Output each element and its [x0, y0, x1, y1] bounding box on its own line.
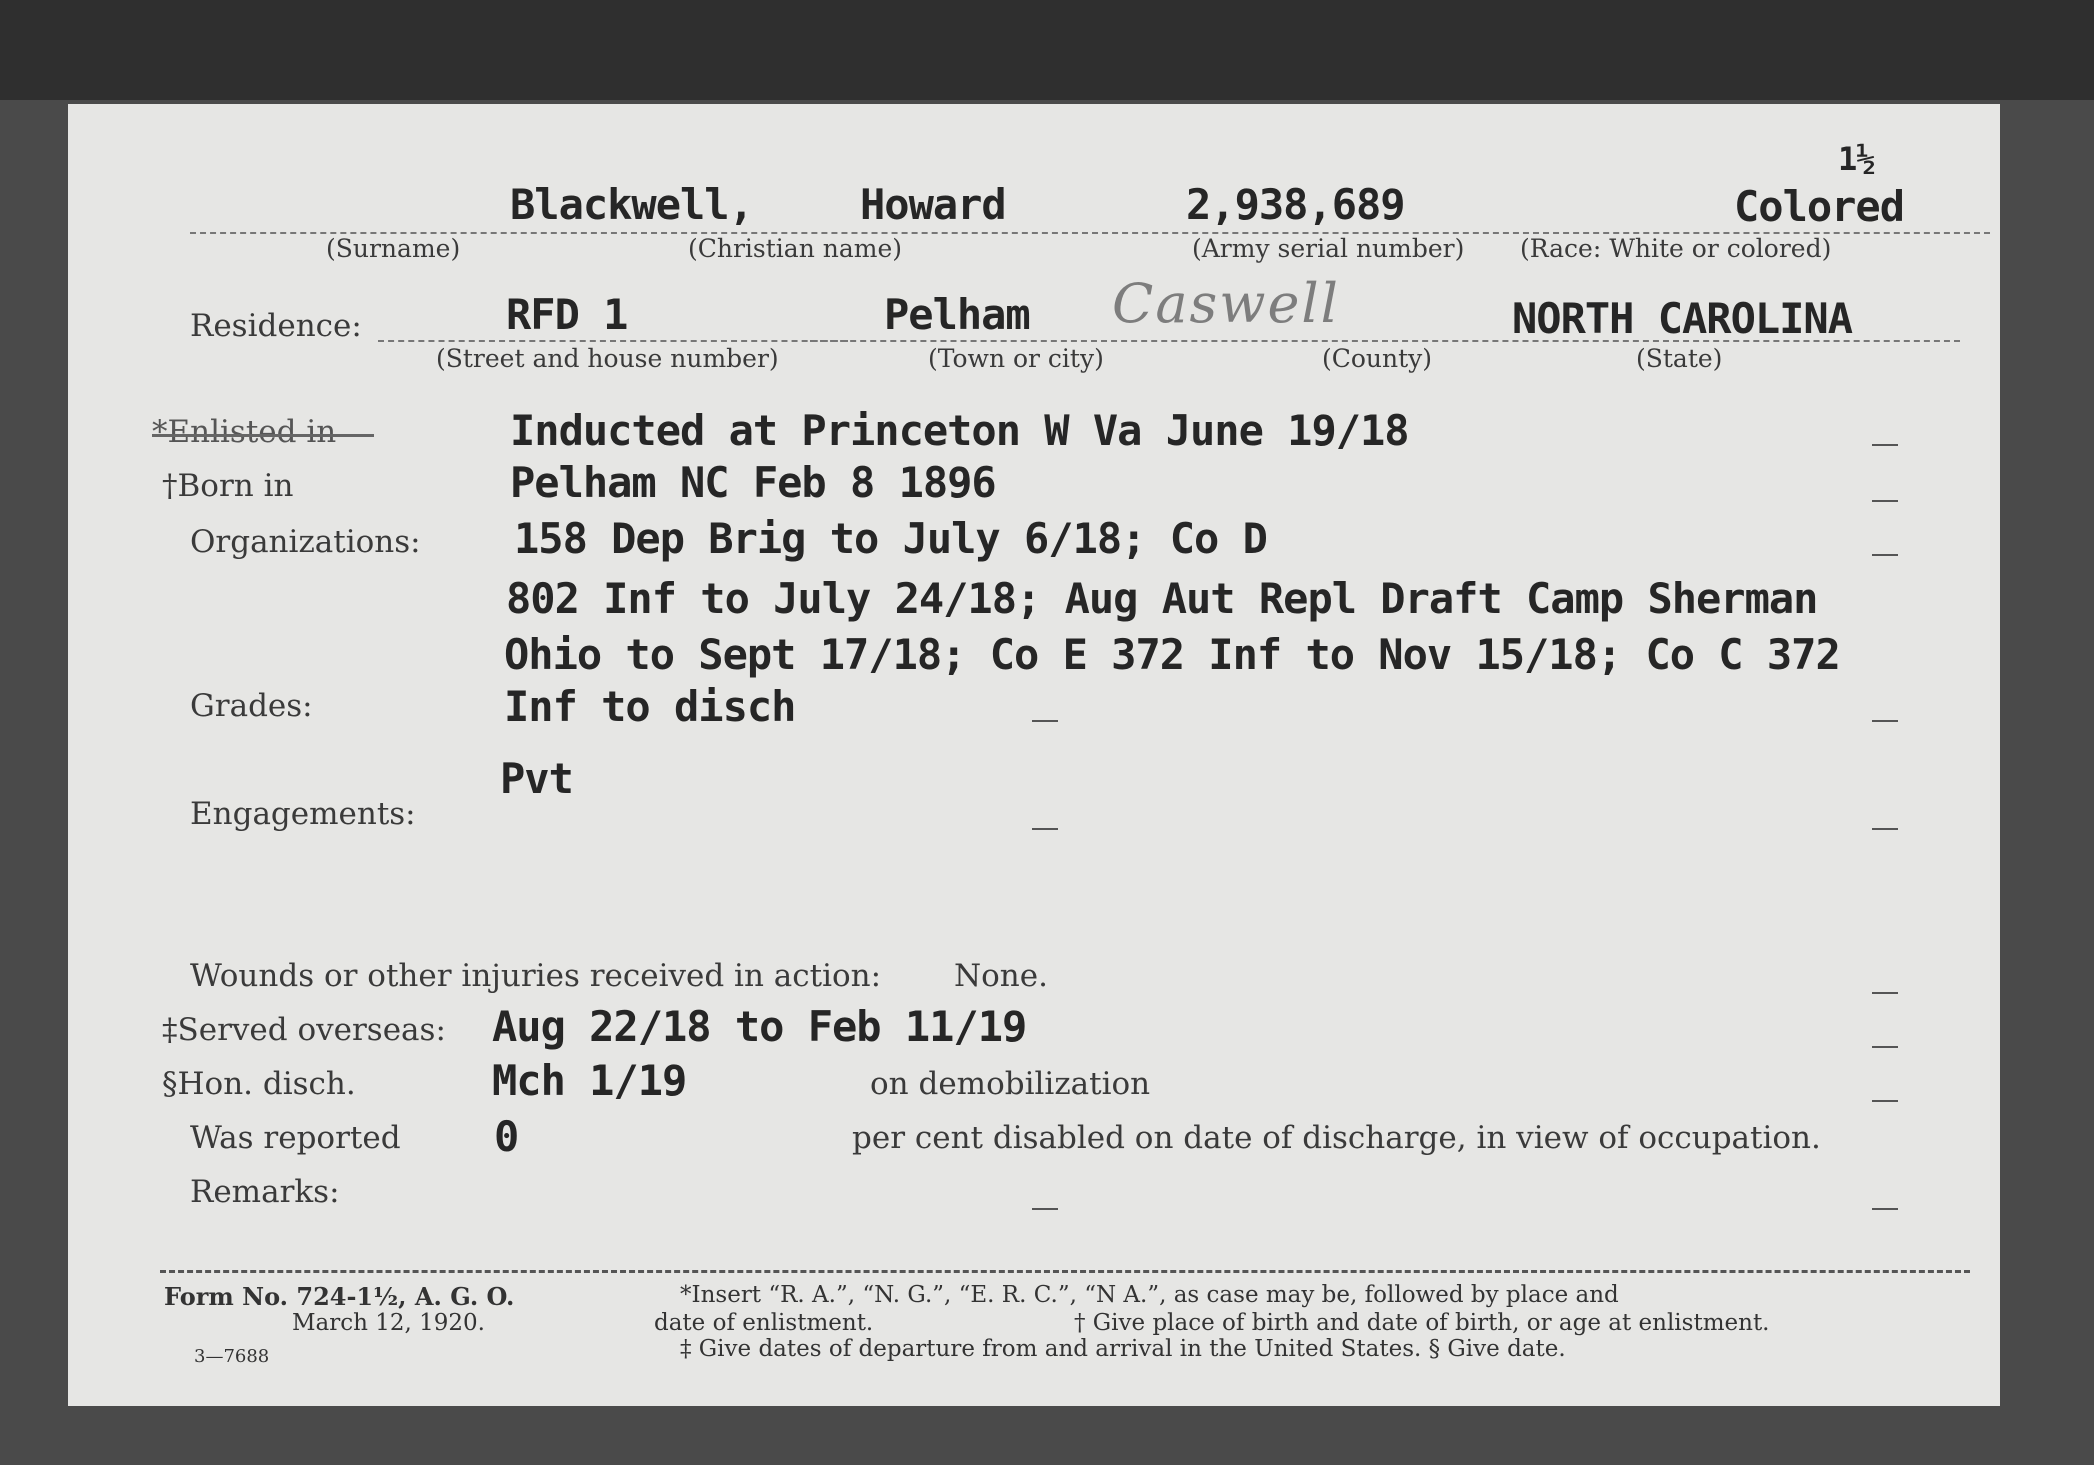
- discharge-value: Mch 1/19: [492, 1056, 687, 1105]
- enlisted-label: *Enlisted in: [152, 414, 337, 450]
- form-code: 3—7688: [194, 1346, 270, 1367]
- overseas-value: Aug 22/18 to Feb 11/19: [492, 1002, 1027, 1051]
- serial-number-caption: (Army serial number): [1192, 234, 1465, 263]
- race-value: Colored: [1734, 182, 1905, 231]
- surname-caption: (Surname): [326, 234, 461, 263]
- christian-name-caption: (Christian name): [688, 234, 903, 263]
- form-date: March 12, 1920.: [292, 1310, 485, 1336]
- serial-number-value: 2,938,689: [1186, 180, 1405, 229]
- engagements-label: Engagements:: [190, 796, 416, 832]
- street-line: [378, 340, 848, 342]
- organizations-label: Organizations:: [190, 524, 421, 560]
- organization-line-3: Ohio to Sept 17/18; Co E 372 Inf to Nov 15/18; Co C 372: [504, 630, 1840, 679]
- remarks-mid-mark: [1032, 1208, 1058, 1210]
- state-caption: (State): [1636, 344, 1723, 373]
- fraction-mark: 1½: [1838, 140, 1875, 178]
- state-value: NORTH CAROLINA: [1512, 294, 1853, 343]
- footer-rule: [160, 1270, 1970, 1273]
- wounds-value: None.: [954, 958, 1048, 994]
- footnote-line-1: *Insert “R. A.”, “N. G.”, “E. R. C.”, “N A.”, as case may be, followed by place and: [680, 1282, 1619, 1308]
- wounds-end-mark: [1872, 992, 1898, 994]
- street-value: RFD 1: [506, 290, 628, 339]
- enlisted-value: Inducted at Princeton W Va June 19/18: [510, 406, 1409, 455]
- born-value: Pelham NC Feb 8 1896: [510, 458, 996, 507]
- scan-background-top: [0, 0, 2094, 100]
- remarks-end-mark: [1872, 1208, 1898, 1210]
- residence-label: Residence:: [190, 308, 362, 344]
- engagements-end-mark: [1872, 828, 1898, 830]
- remarks-label: Remarks:: [190, 1174, 340, 1210]
- grades-value: Pvt: [500, 754, 573, 803]
- organization-line-1: 158 Dep Brig to July 6/18; Co D: [514, 514, 1267, 563]
- born-end-mark: [1872, 500, 1898, 502]
- discharge-end-mark: [1872, 1100, 1898, 1102]
- street-caption: (Street and house number): [436, 344, 779, 373]
- grades-end-mark: [1872, 720, 1898, 722]
- overseas-end-mark: [1872, 1046, 1898, 1048]
- footnote-line-2a: date of enlistment.: [654, 1310, 874, 1336]
- reported-label: Was reported: [190, 1120, 401, 1156]
- county-caption: (County): [1322, 344, 1433, 373]
- enlisted-end-mark: [1872, 444, 1898, 446]
- disability-percent-value: 0: [494, 1112, 519, 1161]
- race-caption: (Race: White or colored): [1520, 234, 1832, 263]
- service-record-card: [68, 104, 2000, 1406]
- discharge-suffix: on demobilization: [870, 1066, 1151, 1102]
- town-caption: (Town or city): [928, 344, 1104, 373]
- born-label: †Born in: [162, 468, 294, 504]
- footnote-line-3: ‡ Give dates of departure from and arrival in the United States. § Give date.: [680, 1336, 1566, 1362]
- grades-label: Grades:: [190, 688, 313, 724]
- footnote-line-2b: † Give place of birth and date of birth, or age at enlistment.: [1074, 1310, 1770, 1336]
- form-number: Form No. 724-1½, A. G. O.: [164, 1282, 515, 1311]
- county-handwritten: Caswell: [1112, 272, 1340, 335]
- organizations-end-mark: [1872, 554, 1898, 556]
- christian-name-value: Howard: [860, 180, 1006, 229]
- wounds-label: Wounds or other injuries received in action:: [190, 958, 882, 994]
- grades-mid-mark: [1032, 720, 1058, 722]
- organization-line-2: 802 Inf to July 24/18; Aug Aut Repl Draft Camp Sherman: [506, 574, 1818, 623]
- reported-suffix: per cent disabled on date of discharge, in view of occupation.: [852, 1120, 1821, 1156]
- overseas-label: ‡Served overseas:: [162, 1012, 446, 1048]
- surname-value: Blackwell,: [510, 180, 753, 229]
- discharge-label: §Hon. disch.: [162, 1066, 356, 1102]
- enlisted-strikethrough: [152, 434, 374, 437]
- organization-line-4: Inf to disch: [504, 682, 796, 731]
- town-value: Pelham: [884, 290, 1030, 339]
- town-county-state-line: [810, 340, 1960, 342]
- engagements-mid-mark: [1032, 828, 1058, 830]
